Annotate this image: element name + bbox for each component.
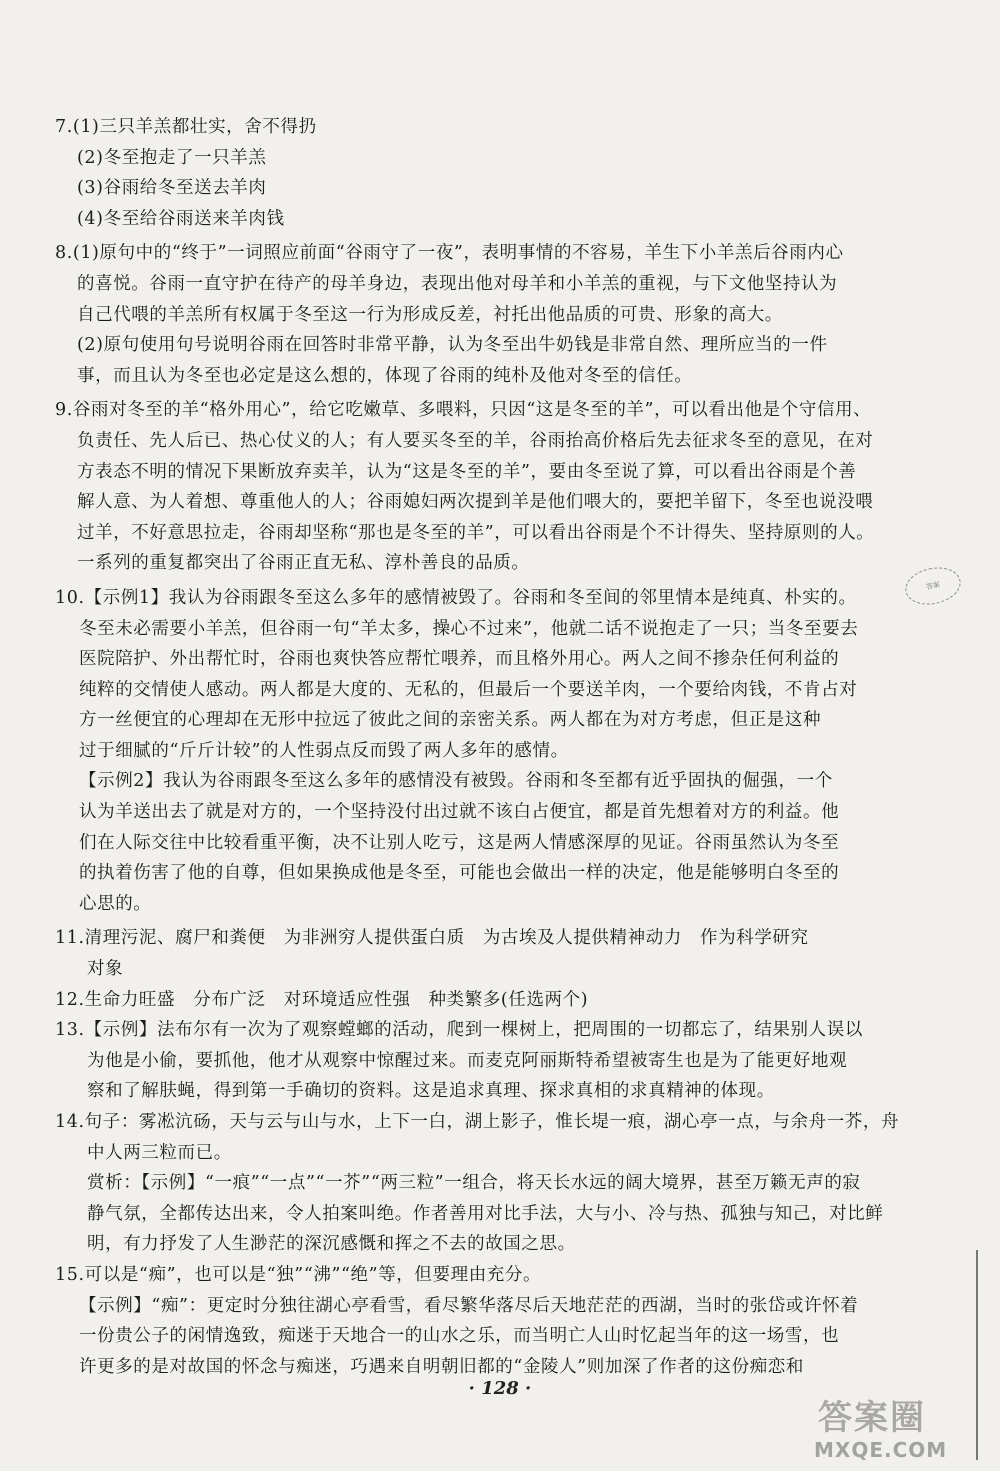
watermark-url: MXQE.COM	[814, 1438, 948, 1462]
text-line: 明，有力抒发了人生渺茫的深沉感慨和挥之不去的故国之思。	[87, 1234, 576, 1255]
text-line: 纯粹的交情使人感动。两人都是大度的、无私的，但最后一个要送羊肉，一个要给肉钱，不肯占对	[79, 679, 858, 700]
text-line: 方一丝便宜的心理却在无形中拉远了彼此之间的亲密关系。两人都在为对方考虑，但正是这种	[79, 710, 822, 731]
text-line: 认为羊送出去了就是对方的，一个坚持没付出过就不该白占便宜，都是首先想着对方的利益。他	[79, 802, 840, 823]
text-line: 7.(1)三只羊羔都壮实，舍不得扔	[55, 117, 317, 137]
text-line: 11.清理污泥、腐尸和粪便 为非洲穷人提供蛋白质 为古埃及人提供精神动力 作为科学研究	[55, 928, 809, 949]
text-line: 心思的。	[79, 893, 152, 914]
text-line: 一系列的重复都突出了谷雨正直无私、淳朴善良的品质。	[77, 553, 530, 574]
text-line: 的执着伤害了他的自尊，但如果换成他是冬至，可能也会做出一样的决定，他是能够明白冬至的	[79, 863, 840, 884]
text-line: 【示例2】我认为谷雨跟冬至这么多年的感情没有被毁。谷雨和冬至都有近乎固执的倔强，一个	[79, 771, 833, 792]
text-line: (2)冬至抱走了一只羊羔	[77, 147, 267, 168]
text-line: 冬至未必需要小羊羔，但谷雨一句“羊太多，操心不过来”，他就二话不说抱走了一只；当冬至要去	[79, 618, 859, 639]
text-line: 许更多的是对故国的怀念与痴迷，巧遇来自明朝旧都的“金陵人”则加深了作者的这份痴恋和	[79, 1356, 804, 1377]
text-line: 静气氛，全都传达出来，令人拍案叫绝。作者善用对比手法，大与小、冷与热、孤独与知己，对比鲜	[87, 1203, 884, 1224]
text-line: 14.句子：雾凇沆砀，天与云与山与水，上下一白，湖上影子，惟长堤一痕，湖心亭一点，与余舟一芥，舟	[55, 1112, 900, 1132]
text-line: 8.(1)原句中的“终于”一词照应前面“谷雨守了一夜”，表明事情的不容易，羊生下小羊羔后谷雨内心	[55, 243, 844, 264]
text-line: 10.【示例1】我认为谷雨跟冬至这么多年的感情被毁了。谷雨和冬至间的邻里情本是纯真、朴实的。	[55, 587, 857, 608]
text-line: 事，而且认为冬至也必定是这么想的，体现了谷雨的纯朴及他对冬至的信任。	[77, 365, 693, 386]
text-line: 过于细腻的“斤斤计较”的人性弱点反而毁了两人多年的感情。	[79, 740, 569, 761]
text-line: 【示例】“痴”：更定时分独往湖心亭看雪，看尽繁华落尽后天地茫茫的西湖，当时的张岱或许怀着	[79, 1295, 859, 1316]
page-edge-line	[976, 1250, 978, 1460]
watermark-logo: 答案圈	[818, 1398, 926, 1438]
text-line: 9.谷雨对冬至的羊“格外用心”，给它吃嫩草、多喂料，只因“这是冬至的羊”，可以看出他是个守信用、	[55, 400, 872, 421]
text-line: 过羊，不好意思拉走，谷雨却坚称“那也是冬至的羊”，可以看出谷雨是个不计得失、坚持原则的人。	[77, 522, 875, 543]
text-line: 察和了解肤蝇，得到第一手确切的资料。这是追求真理、探求真相的求真精神的体现。	[87, 1081, 775, 1102]
answer-text-block	[55, 112, 950, 1382]
page-number: · 128 ·	[468, 1378, 532, 1399]
text-line: 们在人际交往中比较看重平衡，决不让别人吃亏，这是两人情感深厚的见证。谷雨虽然认为冬至	[79, 832, 840, 853]
text-line: 赏析：【示例】“一痕”“一点”“一芥”“两三粒”一组合，将天长水远的阔大境界，甚至万籁无声的寂	[87, 1173, 861, 1194]
text-line: 一份贵公子的闲情逸致，痴迷于天地合一的山水之乐，而当明亡人山时忆起当年的这一场雪，也	[79, 1326, 840, 1347]
text-line: (2)原句使用句号说明谷雨在回答时非常平静，认为冬至出牛奶钱是非常自然、理所应当的一件	[77, 335, 828, 356]
text-line: (3)谷雨给冬至送去羊肉	[77, 178, 267, 199]
text-line: 负责任、先人后已、热心仗义的人；有人要买冬至的羊，谷雨抬高价格后先去征求冬至的意见，在对	[77, 430, 874, 451]
text-line: 12.生命力旺盛 分布广泛 对环境适应性强 种类繁多(任选两个)	[55, 989, 589, 1010]
margin-stamp: 答案	[902, 563, 964, 610]
text-line: 15.可以是“痴”，也可以是“独”“沸”“绝”等，但要理由充分。	[55, 1264, 542, 1285]
text-line: 对象	[87, 959, 124, 980]
text-line: 的喜悦。谷雨一直守护在待产的母羊身边，表现出他对母羊和小羊羔的重视，与下文他坚持认为	[77, 273, 838, 294]
text-line: 13.【示例】法布尔有一次为了观察螳螂的活动，爬到一棵树上，把周围的一切都忘了，结果别人误以	[55, 1020, 863, 1041]
text-line: (4)冬至给谷雨送来羊肉钱	[77, 208, 285, 229]
text-line: 中人两三粒而已。	[87, 1142, 232, 1163]
text-line: 医院陪护、外出帮忙时，谷雨也爽快答应帮忙喂养，而且格外用心。两人之间不掺杂任何利益的	[79, 649, 840, 670]
text-line: 自己代喂的羊羔所有权属于冬至这一行为形成反差，衬托出他品质的可贵、形象的高大。	[77, 304, 783, 325]
text-line: 为他是小偷，要抓他，他才从观察中惊醒过来。而麦克阿丽斯特希望被寄生也是为了能更好地观	[87, 1050, 848, 1071]
text-line: 方表态不明的情况下果断放弃卖羊，认为“这是冬至的羊”，要由冬至说了算，可以看出谷雨是个善	[77, 461, 857, 482]
text-line: 解人意、为人着想、尊重他人的人；谷雨媳妇两次提到羊是他们喂大的，要把羊留下，冬至也说没喂	[77, 492, 874, 513]
